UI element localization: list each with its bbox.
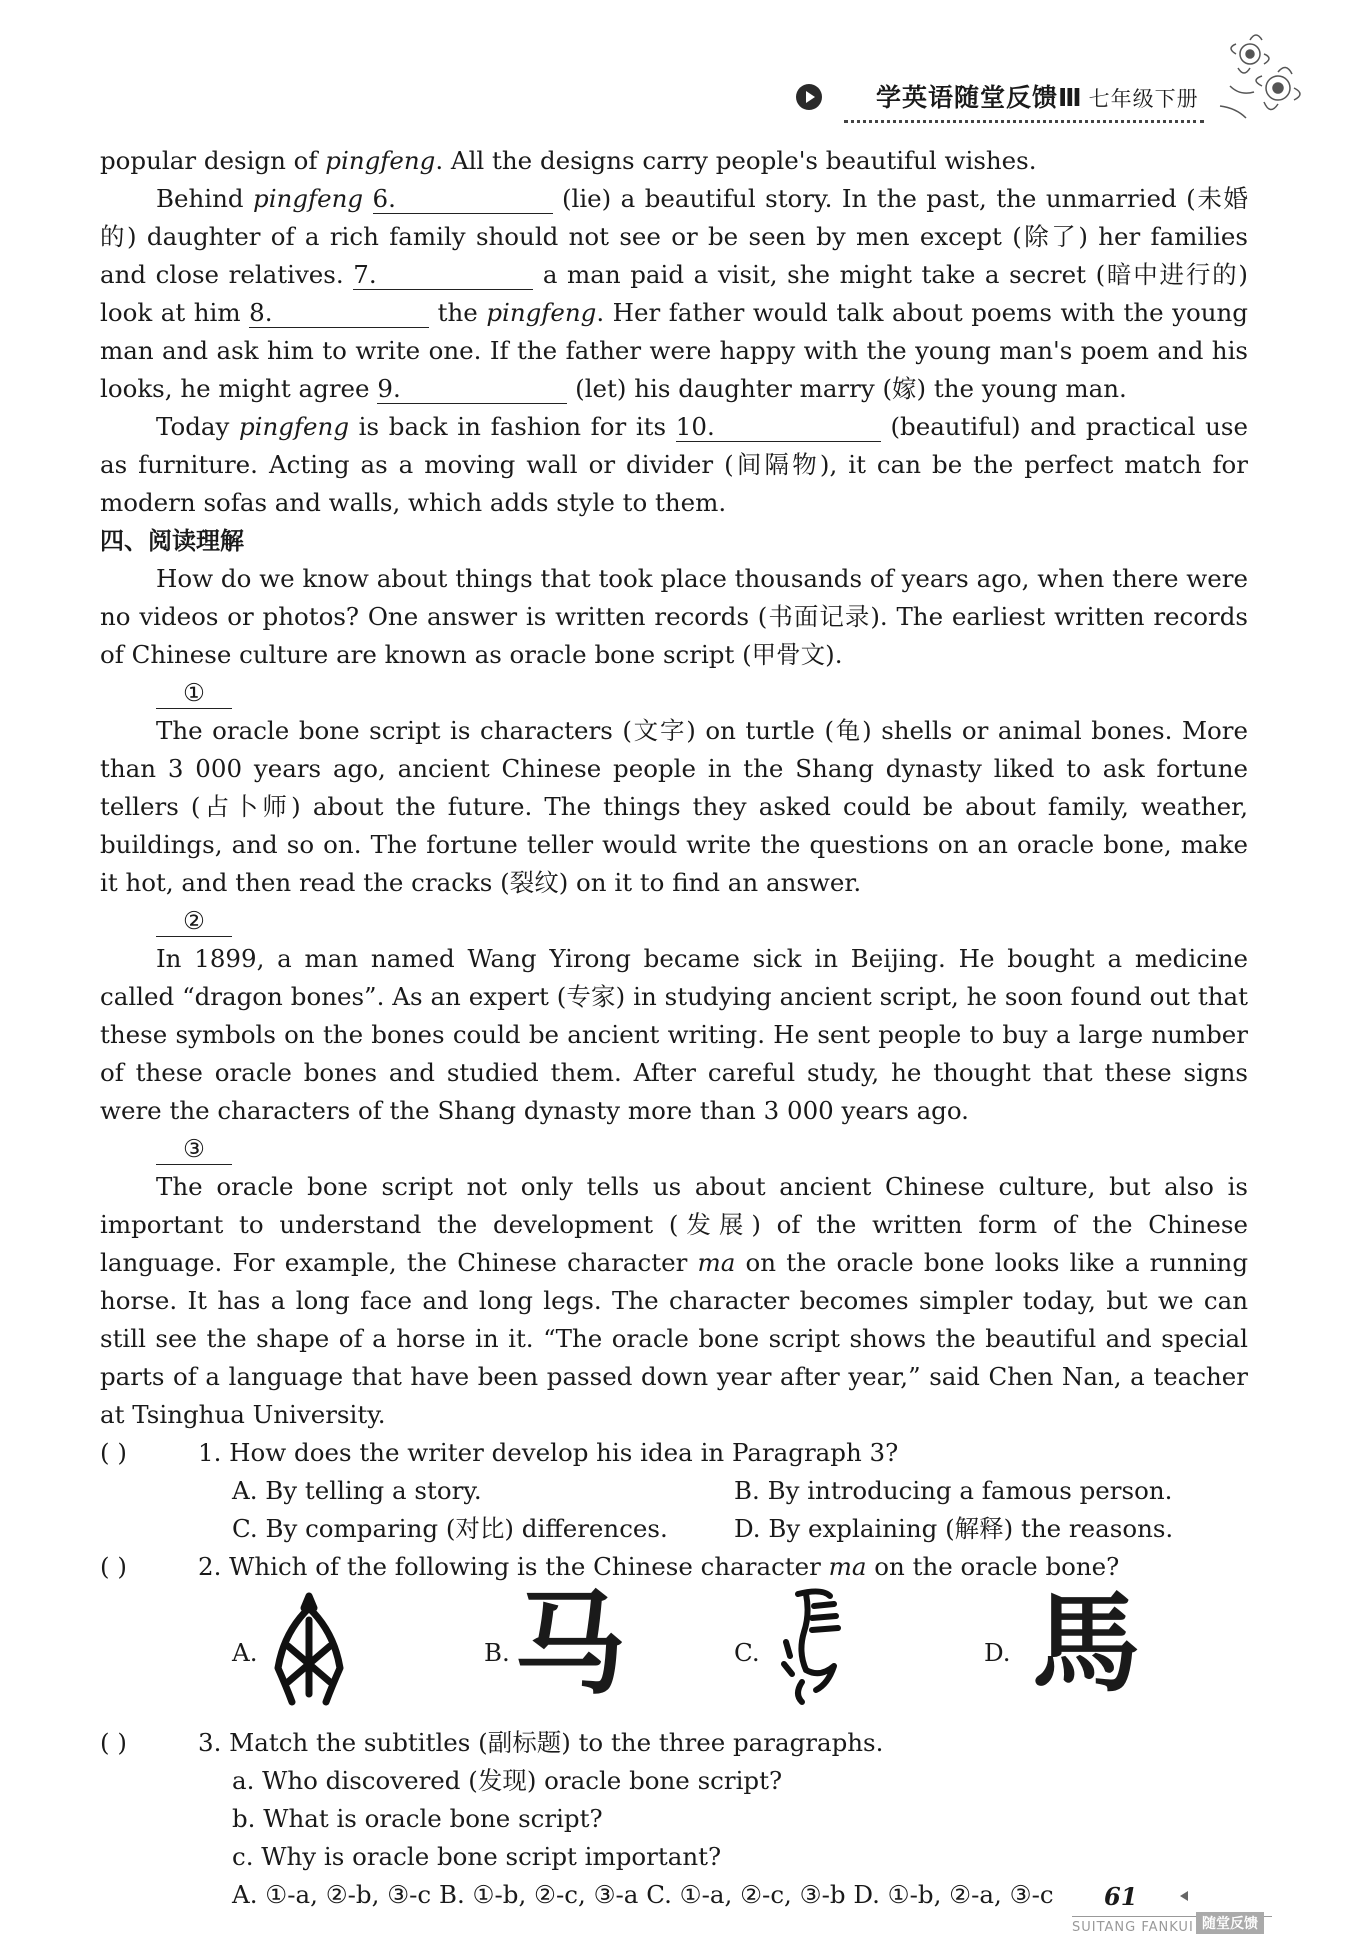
page-marker-icon [1180,1891,1188,1901]
italic-term: pingfeng [325,146,436,175]
traditional-ma-glyph: 馬 [1032,1582,1141,1707]
play-icon [796,84,822,110]
text-span: 2. Which of the following is the Chinese character [198,1552,829,1581]
question-2-text [198,1548,1119,1586]
footer-badge: 随堂反馈 [1196,1912,1264,1934]
text-span: on the oracle bone? [866,1552,1120,1581]
answer-bracket-1[interactable]: ( ) [100,1438,127,1467]
italic-term: ma [697,1248,736,1277]
answer-bracket-2[interactable]: ( ) [100,1552,127,1581]
book-title [876,78,1199,114]
blank-7[interactable]: 7. [353,261,533,290]
text-span: (beautiful) and practical use as furniture. Acting as a moving wall or divider (间隔物), it can be the perfect match for modern sofas and walls, which adds style to them. [100,412,1249,517]
page-content [100,142,1248,1914]
question-3-text: 3. Match the subtitles (副标题) to the three paragraphs. [198,1728,884,1757]
reading-paragraph-2: In 1899, a man named Wang Yirong became sick in Beijing. He bought a medicine called “dragon bones”. As an expert (专家) in studying ancient script, he soon found out that these symbols on the bones could be ancient writing. He sent people to buy a large number of these oracle bones and studied them. After careful study, he thought that these signs were the characters of the Shang dynasty more than 3 000 years ago. [100,944,1248,1125]
page-number: 61 [1104,1882,1138,1911]
question-3 [100,1724,1248,1762]
reading-paragraph-1: The oracle bone script is characters (文字) on turtle (龟) shells or animal bones. More than 3 000 years ago, ancient Chinese people in the Shang dynasty liked to ask fortune tellers (占卜师) about the future. The things they asked could be about family, weather, buildings, and so on. The fortune teller would write the questions on an oracle bone, make it hot, and then read the cracks (裂纹) on it to find an answer. [100,716,1248,897]
subtitle-c: c. Why is oracle bone script important? [232,1842,722,1871]
option-d[interactable]: D. By explaining (解释) the reasons. [734,1514,1174,1543]
blank-6[interactable]: 6. [373,185,553,214]
question-3-choices[interactable]: A. ①-a, ②-b, ③-c B. ①-b, ②-c, ③-a C. ①-a, ②-c, ③-b D. ①-b, ②-a, ③-c [232,1880,1054,1909]
blank-9[interactable]: 9. [377,375,567,404]
option-a-label[interactable]: A. [232,1638,258,1667]
passage-paragraph [100,408,1248,522]
text-span: Today [156,412,239,441]
subtitle-blank-1[interactable]: ① [156,678,232,709]
question-1-options-row-1 [100,1472,1248,1510]
text-span: Behind [156,184,254,213]
italic-term: pingfeng [239,412,350,441]
text-span: a man paid a visit, she might take a secret (暗中进行的) look at him [100,260,1248,327]
option-b-label[interactable]: B. [484,1638,510,1667]
passage-paragraph [100,180,1248,408]
subtitle-a: a. Who discovered (发现) oracle bone script? [232,1766,783,1795]
reading-paragraph-3 [100,1168,1248,1434]
text-span: on the oracle bone looks like a running horse. It has a long face and long legs. The character becomes simpler today, but we can still see the shape of a horse in it. “The oracle bone script shows the beautiful and special parts of a language that have been passed down year after year,” said Chen Nan, a teacher at Tsinghua University. [100,1248,1248,1429]
text-span: the [429,298,487,327]
passage-paragraph [100,142,1248,180]
question-1-options-row-2 [100,1510,1248,1548]
text-span: (let) his daughter marry (嫁) the young man. [567,374,1127,403]
answer-bracket-3[interactable]: ( ) [100,1728,127,1757]
page-header [790,74,1260,130]
subtitle-b: b. What is oracle bone script? [232,1804,603,1833]
header-dotted-rule [844,120,1204,123]
option-c[interactable]: C. By comparing (对比) differences. [232,1514,668,1543]
question-3-options [100,1876,1248,1914]
simplified-ma-glyph: 马 [514,1580,626,1710]
oracle-horse-glyph-a-icon [270,1590,348,1708]
subtitle-blank-2[interactable]: ② [156,906,232,937]
subtitle-slot-2 [100,902,1248,940]
option-b[interactable]: B. By introducing a famous person. [734,1476,1173,1505]
text-span: . Her father would talk about poems with the young man and ask him to write one. If the father were happy with the young man's poem and his looks, he might agree [100,298,1248,403]
text-span: is back in fashion for its [349,412,676,441]
subtitle-blank-3[interactable]: ③ [156,1134,232,1165]
question-2-glyph-options [100,1580,1248,1724]
blank-10[interactable]: 10. [676,413,881,442]
option-a[interactable]: A. By telling a story. [232,1476,482,1505]
footer-pinyin: SUITANG FANKUI [1072,1920,1194,1935]
question-1 [100,1434,1248,1472]
section-title: 四、阅读理解 [100,527,244,555]
option-c-label[interactable]: C. [734,1638,760,1667]
text-span: (lie) a beautiful story. In the past, the unmarried (未婚的) daughter of a rich family should not see or be seen by men except (除了) her families and close relatives. [100,184,1248,289]
blank-8[interactable]: 8. [249,299,429,328]
book-subtitle: 七年级下册 [1088,87,1199,111]
oracle-horse-glyph-c-icon [776,1586,846,1706]
option-d-label[interactable]: D. [984,1638,1011,1667]
book-title-text: 学英语随堂反馈Ⅲ [876,83,1083,112]
text-span: . All the designs carry people's beautiful wishes. [435,146,1037,175]
text-span: The oracle bone script not only tells us about ancient Chinese culture, but also is important to understand the development (发展) of the written form of the Chinese language. For example, the Chinese character [100,1172,1248,1277]
reading-intro: How do we know about things that took place thousands of years ago, when there were no videos or photos? One answer is written records (书面记录). The earliest written records of Chinese culture are known as oracle bone script (甲骨文). [100,564,1248,669]
question-1-text: 1. How does the writer develop his idea in Paragraph 3? [198,1438,899,1467]
italic-term: pingfeng [486,298,597,327]
subtitle-slot-1 [100,674,1248,712]
text-span: popular design of [100,146,326,175]
italic-term: ma [828,1552,867,1581]
subtitle-slot-3 [100,1130,1248,1168]
italic-term: pingfeng [253,184,364,213]
flower-decoration-icon [1210,26,1310,126]
